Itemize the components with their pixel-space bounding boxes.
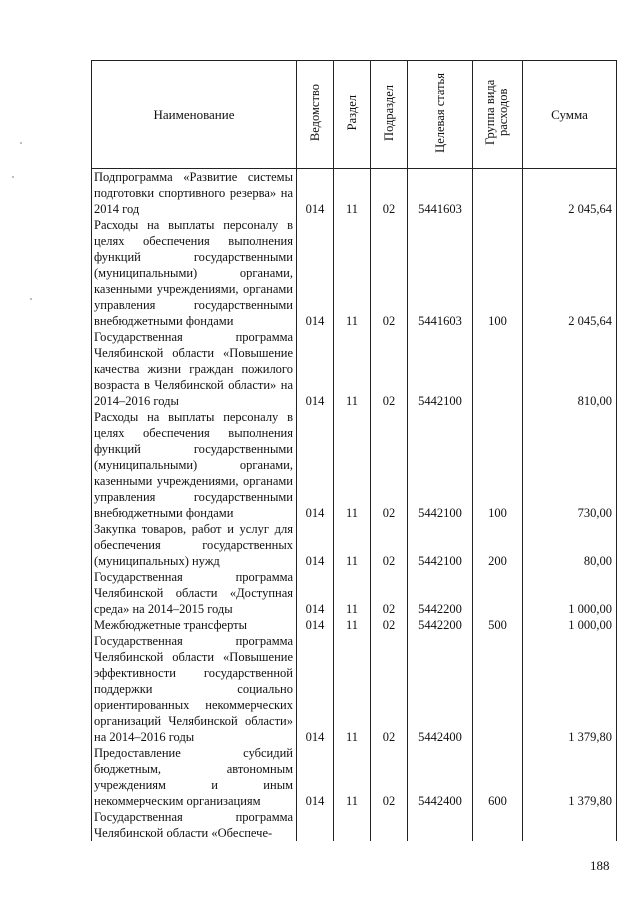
table-row	[92, 745, 617, 809]
cell-celevaya-statya: 5442400	[408, 633, 473, 745]
cell-gruppa	[473, 569, 523, 617]
cell-gruppa	[473, 633, 523, 745]
scan-speck	[12, 176, 14, 178]
table-row	[92, 329, 617, 409]
cell-gruppa	[473, 169, 523, 218]
cell-podrazdel: 02	[371, 745, 408, 809]
cell-name: Предоставление субсидий бюджетным, автономным учреждениям и иным некоммерческим организациям	[92, 745, 297, 809]
cell-gruppa	[473, 329, 523, 409]
budget-table	[91, 60, 617, 841]
cell-name: Межбюджетные трансферты	[92, 617, 297, 633]
table-row	[92, 217, 617, 329]
cell-vedomstvo: 014	[297, 521, 334, 569]
cell-vedomstvo: 014	[297, 569, 334, 617]
cell-vedomstvo: 014	[297, 217, 334, 329]
cell-razdel: 11	[334, 329, 371, 409]
table-row	[92, 809, 617, 841]
cell-summa: 80,00	[523, 521, 617, 569]
cell-razdel: 11	[334, 169, 371, 218]
cell-summa: 730,00	[523, 409, 617, 521]
cell-name: Подпрограмма «Развитие системы подготовки спортивного резерва» на 2014 год	[92, 169, 297, 218]
cell-gruppa: 100	[473, 217, 523, 329]
cell-summa: 2 045,64	[523, 169, 617, 218]
cell-celevaya-statya	[408, 809, 473, 841]
cell-summa: 1 000,00	[523, 569, 617, 617]
cell-summa: 1 000,00	[523, 617, 617, 633]
table-row	[92, 633, 617, 745]
cell-podrazdel: 02	[371, 409, 408, 521]
page-number: 188	[590, 858, 610, 873]
scan-speck	[20, 142, 22, 144]
cell-podrazdel: 02	[371, 521, 408, 569]
cell-vedomstvo: 014	[297, 617, 334, 633]
header-summa: Сумма	[523, 61, 617, 169]
cell-podrazdel	[371, 809, 408, 841]
cell-summa	[523, 809, 617, 841]
cell-razdel: 11	[334, 521, 371, 569]
cell-celevaya-statya: 5442100	[408, 329, 473, 409]
header-podrazdel: Подраздел	[371, 61, 408, 169]
cell-name: Государственная программа Челябинской области «Повышение качества жизни граждан пожилого возраста в Челябинской области» на 2014–2016 годы	[92, 329, 297, 409]
cell-razdel	[334, 809, 371, 841]
cell-celevaya-statya: 5442200	[408, 617, 473, 633]
scan-speck	[30, 298, 32, 300]
cell-razdel: 11	[334, 217, 371, 329]
header-vedomstvo: Ведомство	[297, 61, 334, 169]
cell-vedomstvo: 014	[297, 169, 334, 218]
cell-podrazdel: 02	[371, 633, 408, 745]
cell-podrazdel: 02	[371, 217, 408, 329]
header-name: Наименование	[92, 61, 297, 169]
cell-name: Закупка товаров, работ и услуг для обеспечения государственных (муниципальных) нужд	[92, 521, 297, 569]
cell-name: Государственная программа Челябинской области «Повышение эффективности государственной поддержки социально ориентированных некоммерческих организаций Челябинской области» на 2014–2016 годы	[92, 633, 297, 745]
cell-razdel: 11	[334, 617, 371, 633]
cell-gruppa: 500	[473, 617, 523, 633]
cell-razdel: 11	[334, 633, 371, 745]
header-razdel: Раздел	[334, 61, 371, 169]
table-row	[92, 169, 617, 218]
cell-name: Государственная программа Челябинской области «Обеспече-	[92, 809, 297, 841]
cell-celevaya-statya: 5442100	[408, 521, 473, 569]
cell-razdel: 11	[334, 745, 371, 809]
cell-vedomstvo: 014	[297, 329, 334, 409]
cell-gruppa: 200	[473, 521, 523, 569]
cell-razdel: 11	[334, 409, 371, 521]
cell-celevaya-statya: 5442400	[408, 745, 473, 809]
cell-podrazdel: 02	[371, 329, 408, 409]
table-header-row	[92, 61, 617, 169]
cell-podrazdel: 02	[371, 569, 408, 617]
table-row	[92, 409, 617, 521]
cell-podrazdel: 02	[371, 169, 408, 218]
cell-celevaya-statya: 5442200	[408, 569, 473, 617]
cell-name: Государственная программа Челябинской области «Доступная среда» на 2014–2015 годы	[92, 569, 297, 617]
table-row	[92, 569, 617, 617]
cell-name: Расходы на выплаты персоналу в целях обеспечения выполнения функций государственными (муниципальными) органами, казенными учреждениями, органами управления государственными внебюджетными фондами	[92, 409, 297, 521]
cell-summa: 810,00	[523, 329, 617, 409]
cell-summa: 2 045,64	[523, 217, 617, 329]
cell-gruppa	[473, 809, 523, 841]
cell-podrazdel: 02	[371, 617, 408, 633]
cell-vedomstvo	[297, 809, 334, 841]
header-gruppa-vida-rashodov: Группа вида расходов	[473, 61, 523, 169]
cell-summa: 1 379,80	[523, 745, 617, 809]
cell-celevaya-statya: 5441603	[408, 169, 473, 218]
cell-vedomstvo: 014	[297, 409, 334, 521]
cell-celevaya-statya: 5441603	[408, 217, 473, 329]
table-row	[92, 617, 617, 633]
cell-celevaya-statya: 5442100	[408, 409, 473, 521]
cell-vedomstvo: 014	[297, 633, 334, 745]
cell-gruppa: 100	[473, 409, 523, 521]
cell-name: Расходы на выплаты персоналу в целях обеспечения выполнения функций государственными (муниципальными) органами, казенными учреждениями, органами управления государственными внебюджетными фондами	[92, 217, 297, 329]
cell-summa: 1 379,80	[523, 633, 617, 745]
header-celevaya-statya: Целевая статья	[408, 61, 473, 169]
cell-vedomstvo: 014	[297, 745, 334, 809]
cell-razdel: 11	[334, 569, 371, 617]
cell-gruppa: 600	[473, 745, 523, 809]
table-row	[92, 521, 617, 569]
